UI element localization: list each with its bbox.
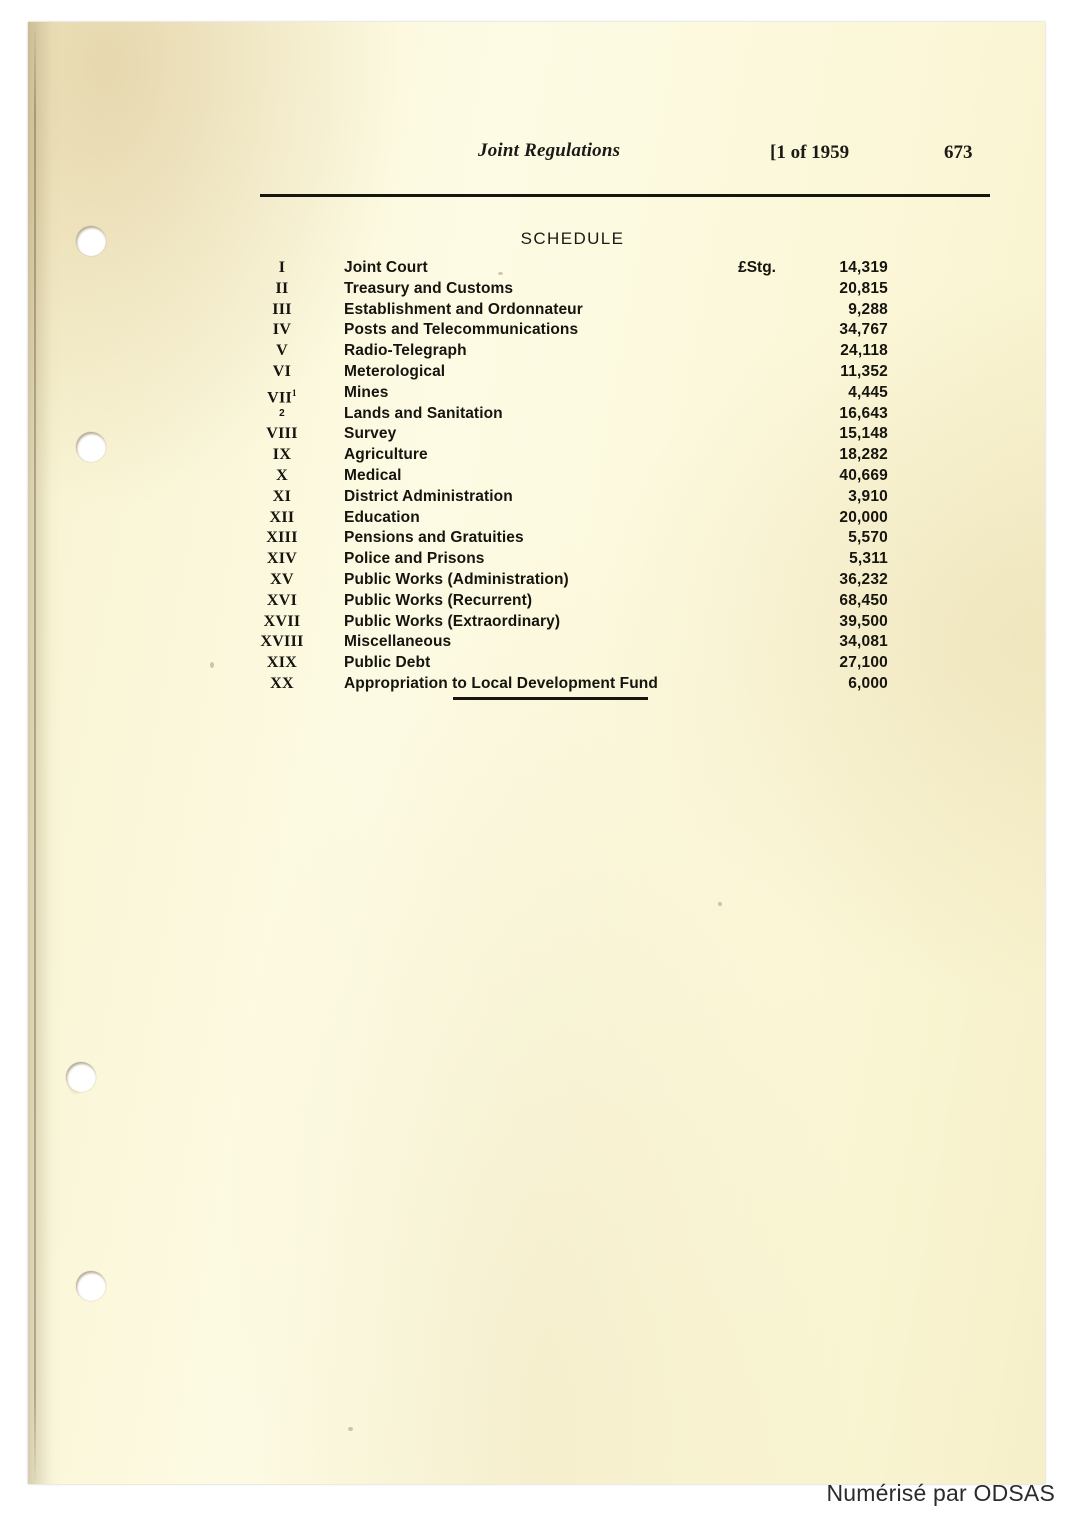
table-row: [238, 445, 888, 466]
row-amount: 68,450: [839, 591, 888, 609]
row-numeral: IV: [272, 321, 292, 339]
row-label: Pensions and Gratuities: [344, 529, 524, 547]
table-row: [238, 320, 888, 341]
table-row: [238, 570, 888, 591]
scan-watermark: Numérisé par ODSAS: [826, 1480, 1055, 1506]
row-numeral-footnote-marker: 1: [292, 387, 297, 398]
row-amount: 5,311: [849, 550, 888, 568]
row-amount: 6,000: [848, 674, 888, 692]
row-numeral: III: [272, 300, 292, 318]
row-amount: 36,232: [839, 570, 888, 588]
row-label: Police and Prisons: [344, 550, 485, 568]
row-amount: 27,100: [839, 654, 888, 672]
row-label: Joint Court: [344, 259, 428, 276]
table-row: [238, 424, 888, 445]
row-label: District Administration: [344, 487, 513, 505]
row-amount: 15,148: [839, 425, 888, 443]
row-label: Medical: [344, 466, 402, 484]
bottom-divider: [453, 697, 648, 700]
table-row: [238, 487, 888, 508]
row-label: Radio-Telegraph: [344, 342, 467, 360]
row-amount: 20,815: [839, 279, 888, 297]
row-label: Posts and Telecommunications: [344, 321, 579, 339]
row-numeral: XVI: [266, 591, 298, 609]
row-label: Education: [344, 508, 420, 526]
row-label: Public Works (Extraordinary): [344, 612, 561, 630]
header-divider: [260, 194, 990, 197]
table-row: [238, 404, 888, 425]
page-number: 673: [944, 142, 973, 163]
header-title: Joint Regulations: [478, 140, 621, 161]
table-row: [238, 258, 888, 279]
row-amount: 11,352: [840, 362, 888, 380]
row-amount: 24,118: [840, 342, 888, 360]
table-row: [238, 362, 888, 383]
row-label: Agriculture: [344, 446, 428, 464]
page-header: [260, 140, 990, 174]
punch-hole: [76, 432, 106, 462]
schedule-table: [238, 258, 888, 695]
row-amount: 39,500: [839, 612, 888, 630]
row-amount: 18,282: [839, 446, 888, 464]
row-amount: 40,669: [839, 466, 888, 484]
table-row: [238, 341, 888, 362]
row-numeral: X: [276, 466, 288, 484]
row-amount: 34,081: [839, 633, 888, 651]
row-amount: 4,445: [848, 383, 888, 401]
scan-speck: [210, 662, 214, 668]
table-row: [238, 528, 888, 549]
row-label: Miscellaneous: [344, 633, 452, 651]
schedule-heading: SCHEDULE: [520, 229, 625, 248]
row-amount: 16,643: [839, 404, 888, 422]
row-amount: 5,570: [848, 529, 888, 547]
row-numeral: XI: [272, 487, 292, 505]
table-row: [238, 632, 888, 653]
row-label: Public Works (Administration): [344, 570, 569, 588]
table-row: [238, 591, 888, 612]
row-numeral: XIX: [266, 654, 298, 672]
row-numeral: XX: [270, 674, 294, 692]
table-row: [238, 612, 888, 633]
scanned-page: [28, 22, 1045, 1484]
row-amount: 14,319: [839, 259, 888, 276]
punch-hole: [66, 1062, 96, 1092]
row-label: Meterological: [344, 362, 446, 380]
row-amount: 9,288: [848, 300, 888, 318]
table-row: [238, 466, 888, 487]
row-label: Mines: [344, 383, 389, 401]
row-numeral: XIV: [266, 550, 298, 568]
row-numeral: XVII: [263, 612, 301, 630]
table-row: [238, 300, 888, 321]
row-label: Establishment and Ordonnateur: [344, 300, 583, 318]
row-numeral: VIII: [266, 425, 298, 443]
scan-speck: [348, 1427, 353, 1431]
row-numeral: 2: [279, 407, 285, 419]
row-label: Survey: [344, 425, 397, 443]
row-numeral: XVIII: [260, 633, 304, 651]
table-row: [238, 383, 888, 407]
currency-marker: £Stg.: [738, 259, 776, 276]
punch-hole: [76, 1271, 106, 1301]
table-row: [238, 549, 888, 570]
table-row: [238, 674, 888, 695]
row-amount: 34,767: [839, 321, 888, 339]
table-row: [238, 279, 888, 300]
scan-speck: [718, 902, 722, 906]
row-label: Lands and Sanitation: [344, 404, 503, 422]
row-numeral: XV: [270, 570, 294, 588]
row-numeral: II: [275, 279, 289, 297]
row-numeral: VII$^1$: [267, 387, 297, 407]
row-numeral: XIII: [266, 529, 298, 547]
row-amount: 20,000: [839, 508, 888, 526]
table-row: [238, 653, 888, 674]
row-label: Treasury and Customs: [344, 279, 514, 297]
row-amount: 3,910: [848, 487, 888, 505]
row-numeral: V: [276, 342, 288, 360]
row-label: Public Debt: [344, 654, 431, 672]
row-numeral: I: [278, 259, 286, 276]
row-numeral: VI: [272, 362, 292, 380]
row-label: Appropriation to Local Development Fund: [344, 674, 658, 692]
header-reference: [1 of 1959: [770, 142, 850, 163]
row-label: Public Works (Recurrent): [344, 591, 533, 609]
row-numeral: XII: [269, 508, 295, 526]
table-row: [238, 508, 888, 529]
row-numeral: IX: [272, 446, 292, 464]
